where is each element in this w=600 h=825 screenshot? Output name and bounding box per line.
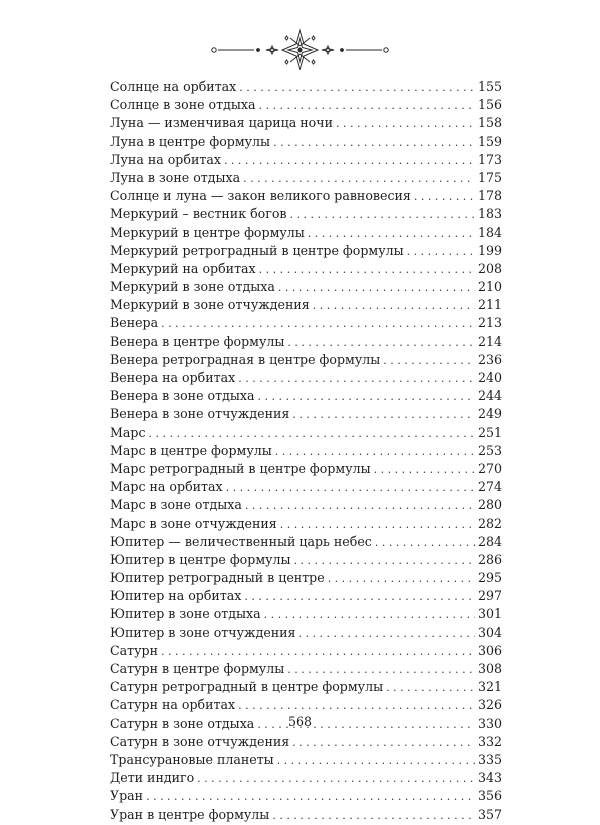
toc-entry[interactable] [110,224,502,242]
toc-entry[interactable] [110,96,502,114]
dot-leader [287,334,475,352]
toc-entry-page: 211 [477,297,502,313]
toc-entry-title: Венера в зоне отдыха [110,388,255,404]
dot-leader [259,97,475,115]
toc-entry-title: Сатурн в центре формулы [110,661,285,676]
toc-entry-page: 236 [477,351,502,367]
toc-entry-page: 208 [477,260,502,276]
toc-entry[interactable] [110,696,502,714]
dot-leader [161,315,475,333]
toc-entry-title: Луна — изменчивая царица ночи [110,115,333,131]
dot-leader [287,661,475,679]
dot-leader [272,807,475,825]
toc-entry[interactable] [110,169,502,187]
toc-entry-title: Уран [110,788,144,804]
toc-entry[interactable] [110,296,502,314]
toc-entry-page: 270 [477,460,502,476]
toc-entry[interactable] [110,806,502,824]
toc-entry-page: 357 [477,806,502,822]
toc-entry-title: Меркурий в зоне отчуждения [110,297,310,313]
dot-leader [243,170,475,188]
dot-leader [197,770,475,788]
toc-entry[interactable] [110,660,502,678]
dot-leader [224,152,475,170]
toc-entry[interactable] [110,314,502,332]
toc-entry-page: 184 [477,224,502,240]
toc-entry[interactable] [110,78,502,96]
toc-entry-page: 286 [477,551,502,567]
toc-entry[interactable] [110,478,502,496]
toc-entry[interactable] [110,460,502,478]
toc-entry[interactable] [110,242,502,260]
dot-leader [226,479,475,497]
toc-entry-page: 214 [477,333,502,349]
dot-leader [292,406,475,424]
toc-entry-page: 156 [477,97,502,113]
dot-leader [277,752,475,770]
dot-leader [149,425,475,443]
toc-entry-page: 301 [477,606,502,622]
toc-entry-page: 183 [477,206,502,222]
table-of-contents [110,78,502,824]
toc-entry-title: Меркурий ретроградный в центре формулы [110,242,404,258]
dot-leader [290,206,475,224]
dot-leader [383,352,475,370]
toc-entry-title: Солнце на орбитах [110,79,237,94]
toc-entry[interactable] [110,114,502,132]
dot-leader [264,606,475,624]
dot-leader [161,643,475,661]
toc-entry-title: Венера в центре формулы [110,333,285,349]
toc-entry-title: Меркурий в зоне отдыха [110,279,275,295]
toc-entry[interactable] [110,351,502,369]
toc-entry-title: Венера ретроградная в центре формулы [110,351,381,367]
toc-entry[interactable] [110,133,502,151]
toc-entry-page: 280 [477,497,502,513]
toc-entry-page: 356 [477,788,502,804]
dot-leader [308,225,475,243]
dot-leader [313,297,475,315]
toc-entry[interactable] [110,515,502,533]
toc-entry-page: 297 [477,588,502,604]
dot-leader [294,552,475,570]
dot-leader [386,679,475,697]
dot-leader [292,734,475,752]
toc-entry[interactable] [110,787,502,805]
dot-leader [238,370,475,388]
toc-entry-page: 178 [477,188,502,204]
toc-entry-title: Венера на орбитах [110,370,236,385]
toc-entry[interactable] [110,551,502,569]
dot-leader [238,697,475,715]
toc-entry-title: Венера [110,315,159,331]
toc-entry-page: 253 [477,442,502,458]
dot-leader [407,243,475,261]
star-ornament-icon [200,26,400,70]
toc-entry-page: 335 [477,751,502,767]
toc-entry[interactable] [110,333,502,351]
dot-leader [375,534,475,552]
toc-entry-page: 343 [477,770,502,786]
toc-entry-page: 159 [477,133,502,149]
toc-entry[interactable] [110,569,502,587]
toc-entry-title: Сатурн на орбитах [110,697,236,713]
toc-entry-title: Луна на орбитах [110,151,221,167]
dot-leader [244,588,475,606]
toc-entry[interactable] [110,533,502,551]
toc-entry-title: Марс на орбитах [110,479,223,495]
toc-entry-title: Сатурн в зоне отчуждения [110,733,290,749]
toc-entry-title: Марс ретроградный в центре формулы [110,460,371,476]
toc-entry[interactable] [110,496,502,514]
toc-entry-title: Уран в центре формулы [110,806,270,822]
dot-leader [280,516,475,534]
toc-entry-page: 213 [477,315,502,331]
toc-entry-title: Сатурн ретроградный в центре формулы [110,679,384,695]
toc-entry[interactable] [110,405,502,423]
toc-entry-title: Юпитер — величественный царь небес [110,533,372,549]
toc-entry-title: Юпитер на орбитах [110,588,242,604]
toc-entry-page: 332 [477,733,502,749]
toc-entry-title: Юпитер в зоне отдыха [110,606,261,622]
toc-entry[interactable] [110,387,502,405]
page-number: 568 [287,714,313,729]
toc-entry[interactable] [110,751,502,769]
toc-entry-page: 158 [477,115,502,131]
dot-leader [278,279,475,297]
toc-entry-title: Меркурий на орбитах [110,260,256,276]
dot-leader [245,497,475,515]
dot-leader [275,443,475,461]
dot-leader [239,79,475,97]
toc-entry-title: Сатурн в зоне отдыха [110,715,255,731]
toc-entry[interactable] [110,278,502,296]
toc-entry[interactable] [110,424,502,442]
toc-entry-title: Юпитер в зоне отчуждения [110,624,296,640]
toc-entry-page: 282 [477,515,502,531]
toc-entry-title: Марс в зоне отдыха [110,497,242,513]
toc-entry-title: Юпитер в центре формулы [110,551,291,567]
dot-leader [273,134,475,152]
toc-entry[interactable] [110,733,502,751]
dot-leader [328,570,475,588]
toc-entry-page: 175 [477,169,502,185]
toc-entry[interactable] [110,769,502,787]
toc-entry-page: 251 [477,424,502,440]
toc-entry-page: 173 [477,151,502,167]
toc-entry-page: 284 [477,533,502,549]
toc-entry[interactable] [110,260,502,278]
toc-entry-title: Меркурий – вестник богов [110,206,287,222]
dot-leader [299,625,475,643]
toc-entry[interactable] [110,605,502,623]
toc-entry-page: 330 [477,715,502,731]
toc-entry-page: 295 [477,570,502,586]
dot-leader [259,261,475,279]
toc-entry-page: 274 [477,479,502,495]
toc-entry-page: 308 [477,661,502,676]
toc-entry-page: 321 [477,679,502,695]
toc-entry-title: Солнце и луна — закон великого равновесия [110,188,411,204]
toc-entry-page: 304 [477,624,502,640]
dot-leader [146,788,475,806]
dot-leader [257,388,474,406]
toc-entry-title: Меркурий в центре формулы [110,224,305,240]
toc-entry-title: Марс [110,424,146,440]
toc-entry[interactable] [110,678,502,696]
toc-entry-page: 210 [477,279,502,295]
toc-entry[interactable] [110,369,502,387]
toc-entry[interactable] [110,587,502,605]
toc-entry-page: 326 [477,697,502,713]
dot-leader [374,461,475,479]
toc-entry-page: 306 [477,642,502,658]
toc-entry-title: Луна в зоне отдыха [110,169,241,185]
toc-entry-title: Марс в зоне отчуждения [110,515,277,531]
toc-entry-title: Луна в центре формулы [110,133,271,149]
toc-entry[interactable] [110,642,502,660]
toc-entry-title: Солнце в зоне отдыха [110,97,256,113]
toc-entry-title: Сатурн [110,642,158,658]
toc-entry-title: Венера в зоне отчуждения [110,406,290,422]
toc-entry[interactable] [110,187,502,205]
toc-entry-page: 249 [477,406,502,422]
toc-entry-page: 199 [477,242,502,258]
toc-entry-title: Марс в центре формулы [110,442,272,458]
toc-entry-page: 240 [477,370,502,385]
toc-entry-page: 244 [477,388,502,404]
toc-entry-title: Дети индиго [110,770,195,786]
toc-entry-title: Юпитер ретроградный в центре [110,570,325,586]
toc-entry[interactable] [110,442,502,460]
toc-entry[interactable] [110,151,502,169]
toc-entry[interactable] [110,205,502,223]
toc-entry-title: Трансурановые планеты [110,751,274,767]
dot-leader [336,115,475,133]
toc-entry-page: 155 [477,79,502,94]
toc-entry[interactable] [110,624,502,642]
dot-leader [414,188,475,206]
